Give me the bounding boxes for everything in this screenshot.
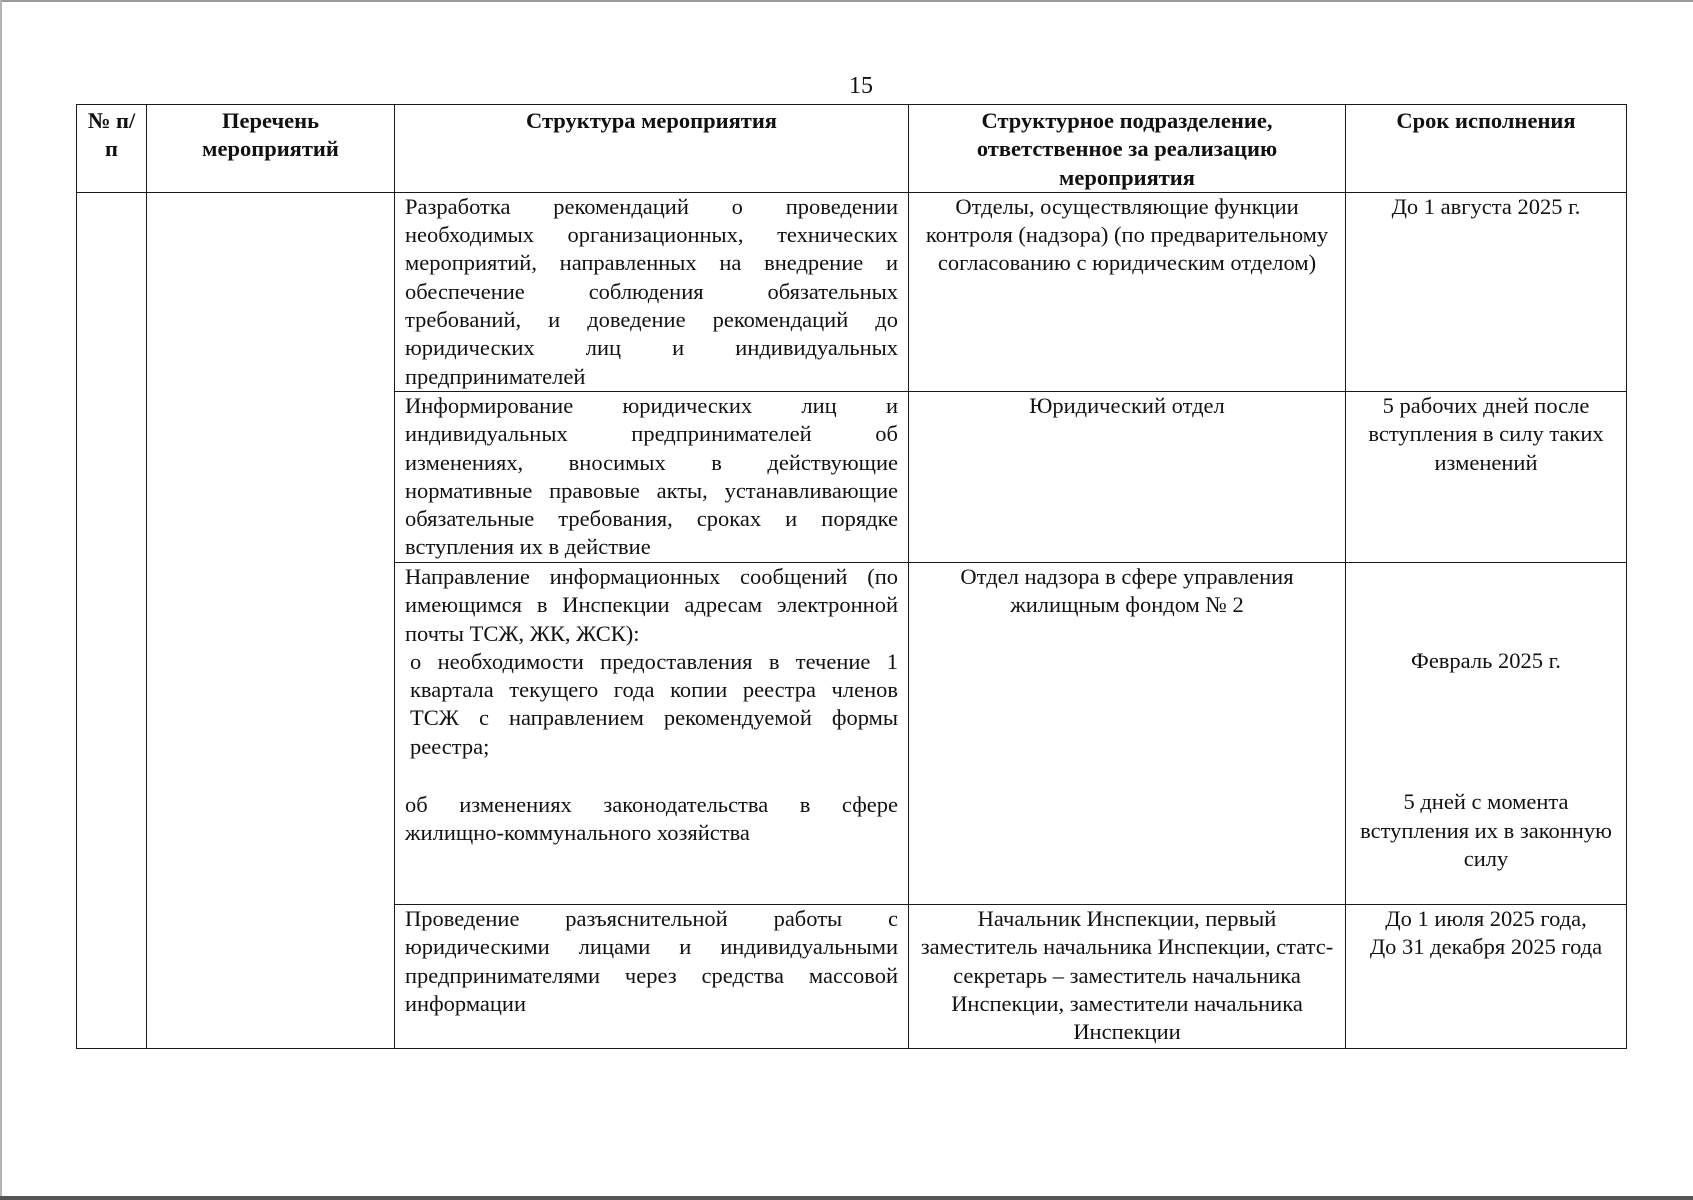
cell-responsible-department: Начальник Инспекции, первый заместитель начальника Инспекции, статс-секретарь – заместитель начальника Инспекции, заместители начальника Инспекции <box>909 904 1346 1048</box>
activities-table <box>76 104 1627 1049</box>
header-activity-structure: Структура мероприятия <box>395 105 909 193</box>
table-row <box>77 192 1627 391</box>
scan-edge-top <box>0 0 1693 2</box>
cell-responsible-department: Отделы, осуществляющие функции контроля (надзора) (по предварительному согласованию с юридическим отделом) <box>909 192 1346 391</box>
deadline-item-registry: Февраль 2025 г. <box>1411 647 1561 673</box>
cell-deadline <box>1346 904 1627 1048</box>
cell-deadline: До 1 августа 2025 г. <box>1346 192 1627 391</box>
structure-intro: Направление информационных сообщений (по имеющимся в Инспекции адресам электронной почты ТСЖ, ЖК, ЖСК): <box>405 563 898 646</box>
structure-item-legislation: об изменениях законодательства в сфере жилищно-коммунального хозяйства <box>405 792 898 846</box>
deadline-line-december: До 31 декабря 2025 года <box>1369 934 1603 960</box>
cell-responsible-department: Отдел надзора в сфере управления жилищным фондом № 2 <box>909 562 1346 904</box>
cell-activities-list <box>147 192 395 1048</box>
cell-responsible-department: Юридический отдел <box>909 391 1346 562</box>
header-responsible-department: Структурное подразделение, ответственное за реализацию мероприятия <box>909 105 1346 193</box>
table-header-row <box>77 105 1627 193</box>
cell-activity-structure: Разработка рекомендаций о проведении необходимых организационных, технических мероприятий, направленных на внедрение и обеспечение соблюдения обязательных требований, и доведение рекомендаций до юридических лиц и индивидуальных предпринимателей <box>395 192 909 391</box>
structure-item-registry: о необходимости предоставления в течение 1 квартала текущего года копии реестра членов ТСЖ с направлением рекомендуемой формы реестра; <box>410 648 898 759</box>
cell-number <box>77 192 147 1048</box>
header-number: № п/п <box>77 105 147 193</box>
header-deadline: Срок исполнения <box>1346 105 1627 193</box>
cell-activity-structure: Проведение разъяснительной работы с юридическими лицами и индивидуальными предпринимателями через средства массовой информации <box>395 904 909 1048</box>
cell-activity-structure <box>395 562 909 904</box>
cell-activity-structure: Информирование юридических лиц и индивидуальных предпринимателей об изменениях, вносимых в действующие нормативные правовые акты, устанавливающие обязательные требования, сроках и порядке вступления их в действие <box>395 391 909 562</box>
deadline-line-july: До 1 июля 2025 года, <box>1385 905 1587 931</box>
cell-deadline: 5 рабочих дней после вступления в силу таких изменений <box>1346 391 1627 562</box>
cell-deadline <box>1346 562 1627 904</box>
header-activities-list: Перечень мероприятий <box>147 105 395 193</box>
scan-edge-left <box>0 0 2 1200</box>
deadline-item-legislation: 5 дней с момента вступления их в законную силу <box>1360 789 1612 871</box>
page-number: 15 <box>849 73 873 99</box>
scan-edge-bottom <box>0 1196 1693 1200</box>
